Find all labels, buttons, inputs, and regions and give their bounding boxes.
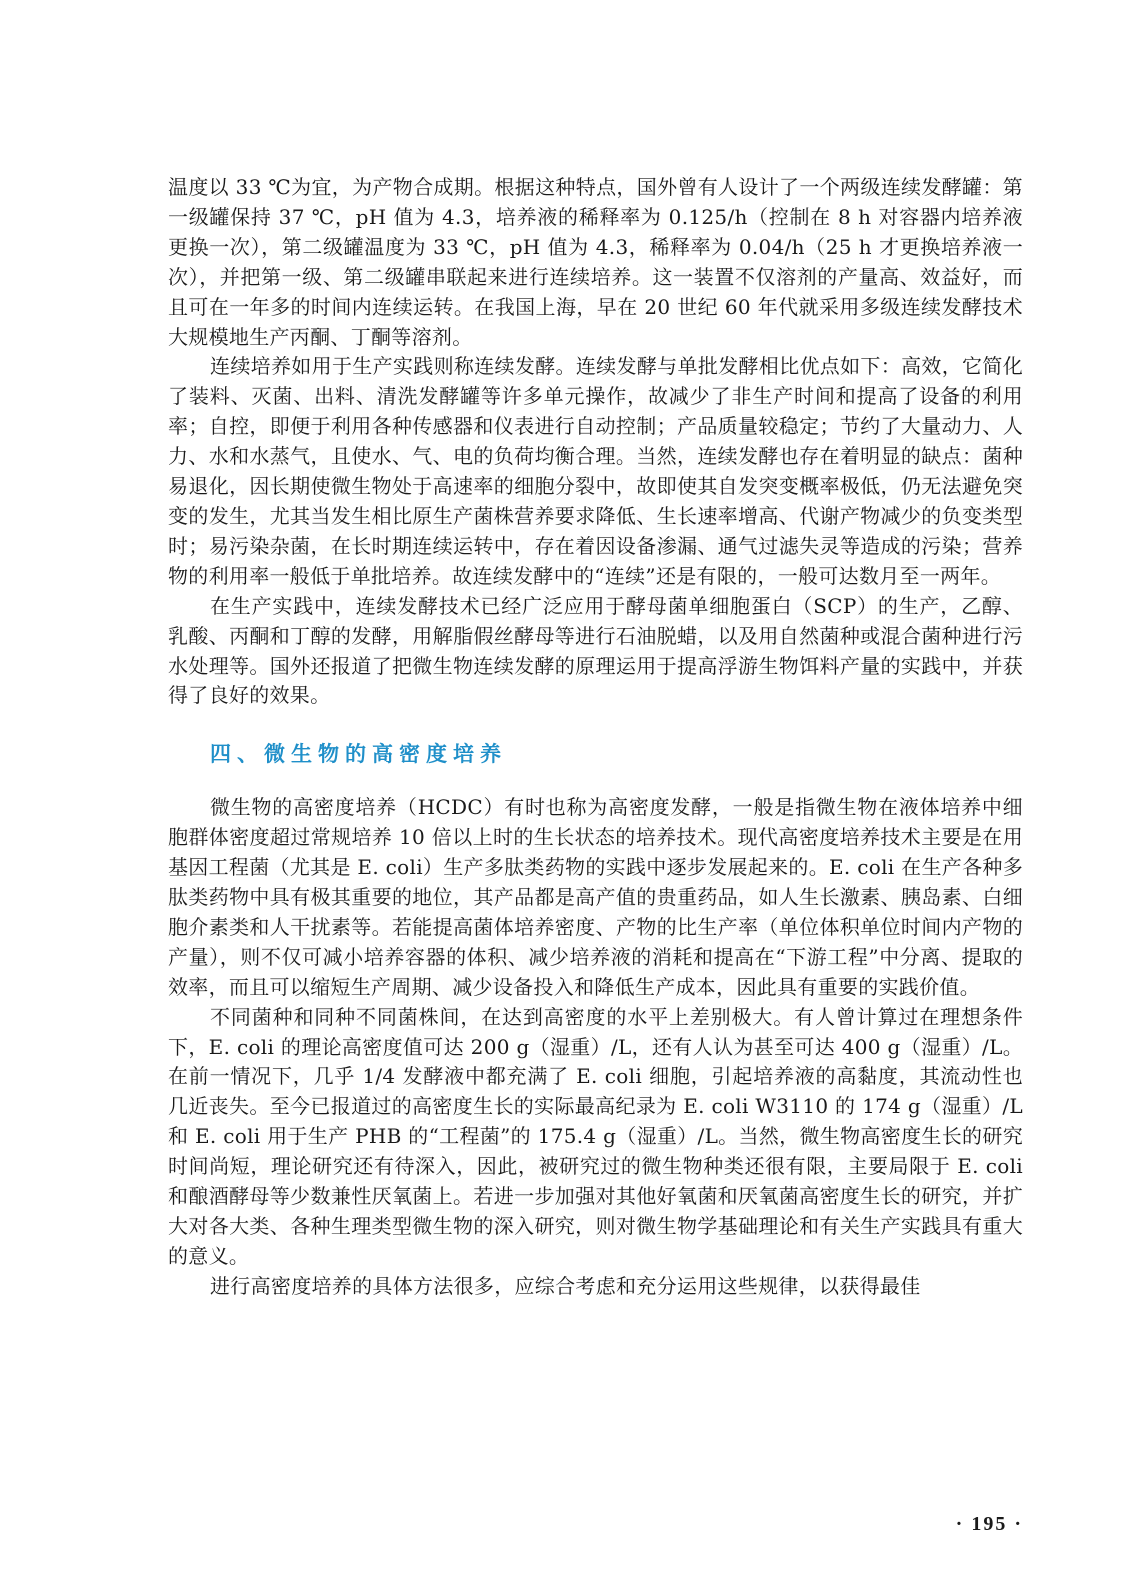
paragraph-continuous-fermentation-tanks: 温度以 33 ℃为宜，为产物合成期。根据这种特点，国外曾有人设计了一个两级连续发酵罐：第一级罐保持 37 ℃，pH 值为 4.3，培养液的稀释率为 0.125/h（控制在 8 h 对容器内培养液更换一次），第二级罐温度为 33 ℃，pH 值为 4.3，稀释率为 0.04/h（25 h 才更换培养液一次），并把第一级、第二级罐串联起来进行连续培养。这一装置不仅溶剂的产量高、效益好，而且可在一年多的时间内连续运转。在我国上海，早在 20 世纪 60 年代就采用多级连续发酵技术大规模地生产丙酮、丁酮等溶剂。 bbox=[168, 175, 1023, 349]
paragraph-hcdc-methods: 进行高密度培养的具体方法很多，应综合考虑和充分运用这些规律，以获得最佳 bbox=[210, 1273, 921, 1298]
paragraph-hcdc-density-differences: 不同菌种和同种不同菌株间，在达到高密度的水平上差别极大。有人曾计算过在理想条件下，E. coli 的理论高密度值可达 200 g（湿重）/L，还有人认为甚至可达 400 g（湿重）/L。在前一情况下，几乎 1/4 发酵液中都充满了 E. coli 细胞，引起培养液的高黏度，其流动性也几近丧失。至今已报道过的高密度生长的实际最高纪录为 E. coli W3110 的 174 g（湿重）/L 和 E. coli 用于生产 PHB 的“工程菌”的 175.4 g（湿重）/L。当然，微生物高密度生长的研究时间尚短，理论研究还有待深入，因此，被研究过的微生物种类还很有限，主要局限于 E. coli 和酿酒酵母等少数兼性厌氧菌上。若进一步加强对其他好氧菌和厌氧菌高密度生长的研究，并扩大对各大类、各种生理类型微生物的深入研究，则对微生物学基础理论和有关生产实践具有重大的意义。 bbox=[168, 1004, 1023, 1268]
page-number: · 195 · bbox=[955, 1513, 1023, 1535]
paragraph-hcdc-definition: 微生物的高密度培养（HCDC）有时也称为高密度发酵，一般是指微生物在液体培养中细胞群体密度超过常规培养 10 倍以上时的生长状态的培养技术。现代高密度培养技术主要是在用基因工程菌（尤其是 E. coli）生产多肽类药物的实践中逐步发展起来的。E. coli 在生产各种多肽类药物中具有极其重要的地位，其产品都是高产值的贵重药品，如人生长激素、胰岛素、白细胞介素类和人干扰素等。若能提高菌体培养密度、产物的比生产率（单位体积单位时间内产物的产量），则不仅可减小培养容器的体积、减少培养液的消耗和提高在“下游工程”中分离、提取的效率，而且可以缩短生产周期、减少设备投入和降低生产成本，因此具有重要的实践价值。 bbox=[168, 795, 1023, 999]
page-body bbox=[168, 173, 1023, 1302]
paragraph-continuous-fermentation-applications: 在生产实践中，连续发酵技术已经广泛应用于酵母菌单细胞蛋白（SCP）的生产，乙醇、乳酸、丙酮和丁醇的发酵，用解脂假丝酵母等进行石油脱蜡，以及用自然菌种或混合菌种进行污水处理等。国外还报道了把微生物连续发酵的原理运用于提高浮游生物饵料产量的实践中，并获得了良好的效果。 bbox=[168, 593, 1023, 708]
paragraph-continuous-fermentation-pros-cons: 连续培养如用于生产实践则称连续发酵。连续发酵与单批发酵相比优点如下：高效，它简化了装料、灭菌、出料、清洗发酵罐等许多单元操作，故减少了非生产时间和提高了设备的利用率；自控，即便于利用各种传感器和仪表进行自动控制；产品质量较稳定；节约了大量动力、人力、水和水蒸气，且使水、气、电的负荷均衡合理。当然，连续发酵也存在着明显的缺点：菌种易退化，因长期使微生物处于高速率的细胞分裂中，故即使其自发突变概率极低，仍无法避免突变的发生，尤其当发生相比原生产菌株营养要求降低、生长速率增高、代谢产物减少的负变类型时；易污染杂菌，在长时期连续运转中，存在着因设备渗漏、通气过滤失灵等造成的污染；营养物的利用率一般低于单批培养。故连续发酵中的“连续”还是有限的，一般可达数月至一两年。 bbox=[168, 354, 1023, 588]
section-heading: 四、微生物的高密度培养 bbox=[210, 742, 507, 767]
